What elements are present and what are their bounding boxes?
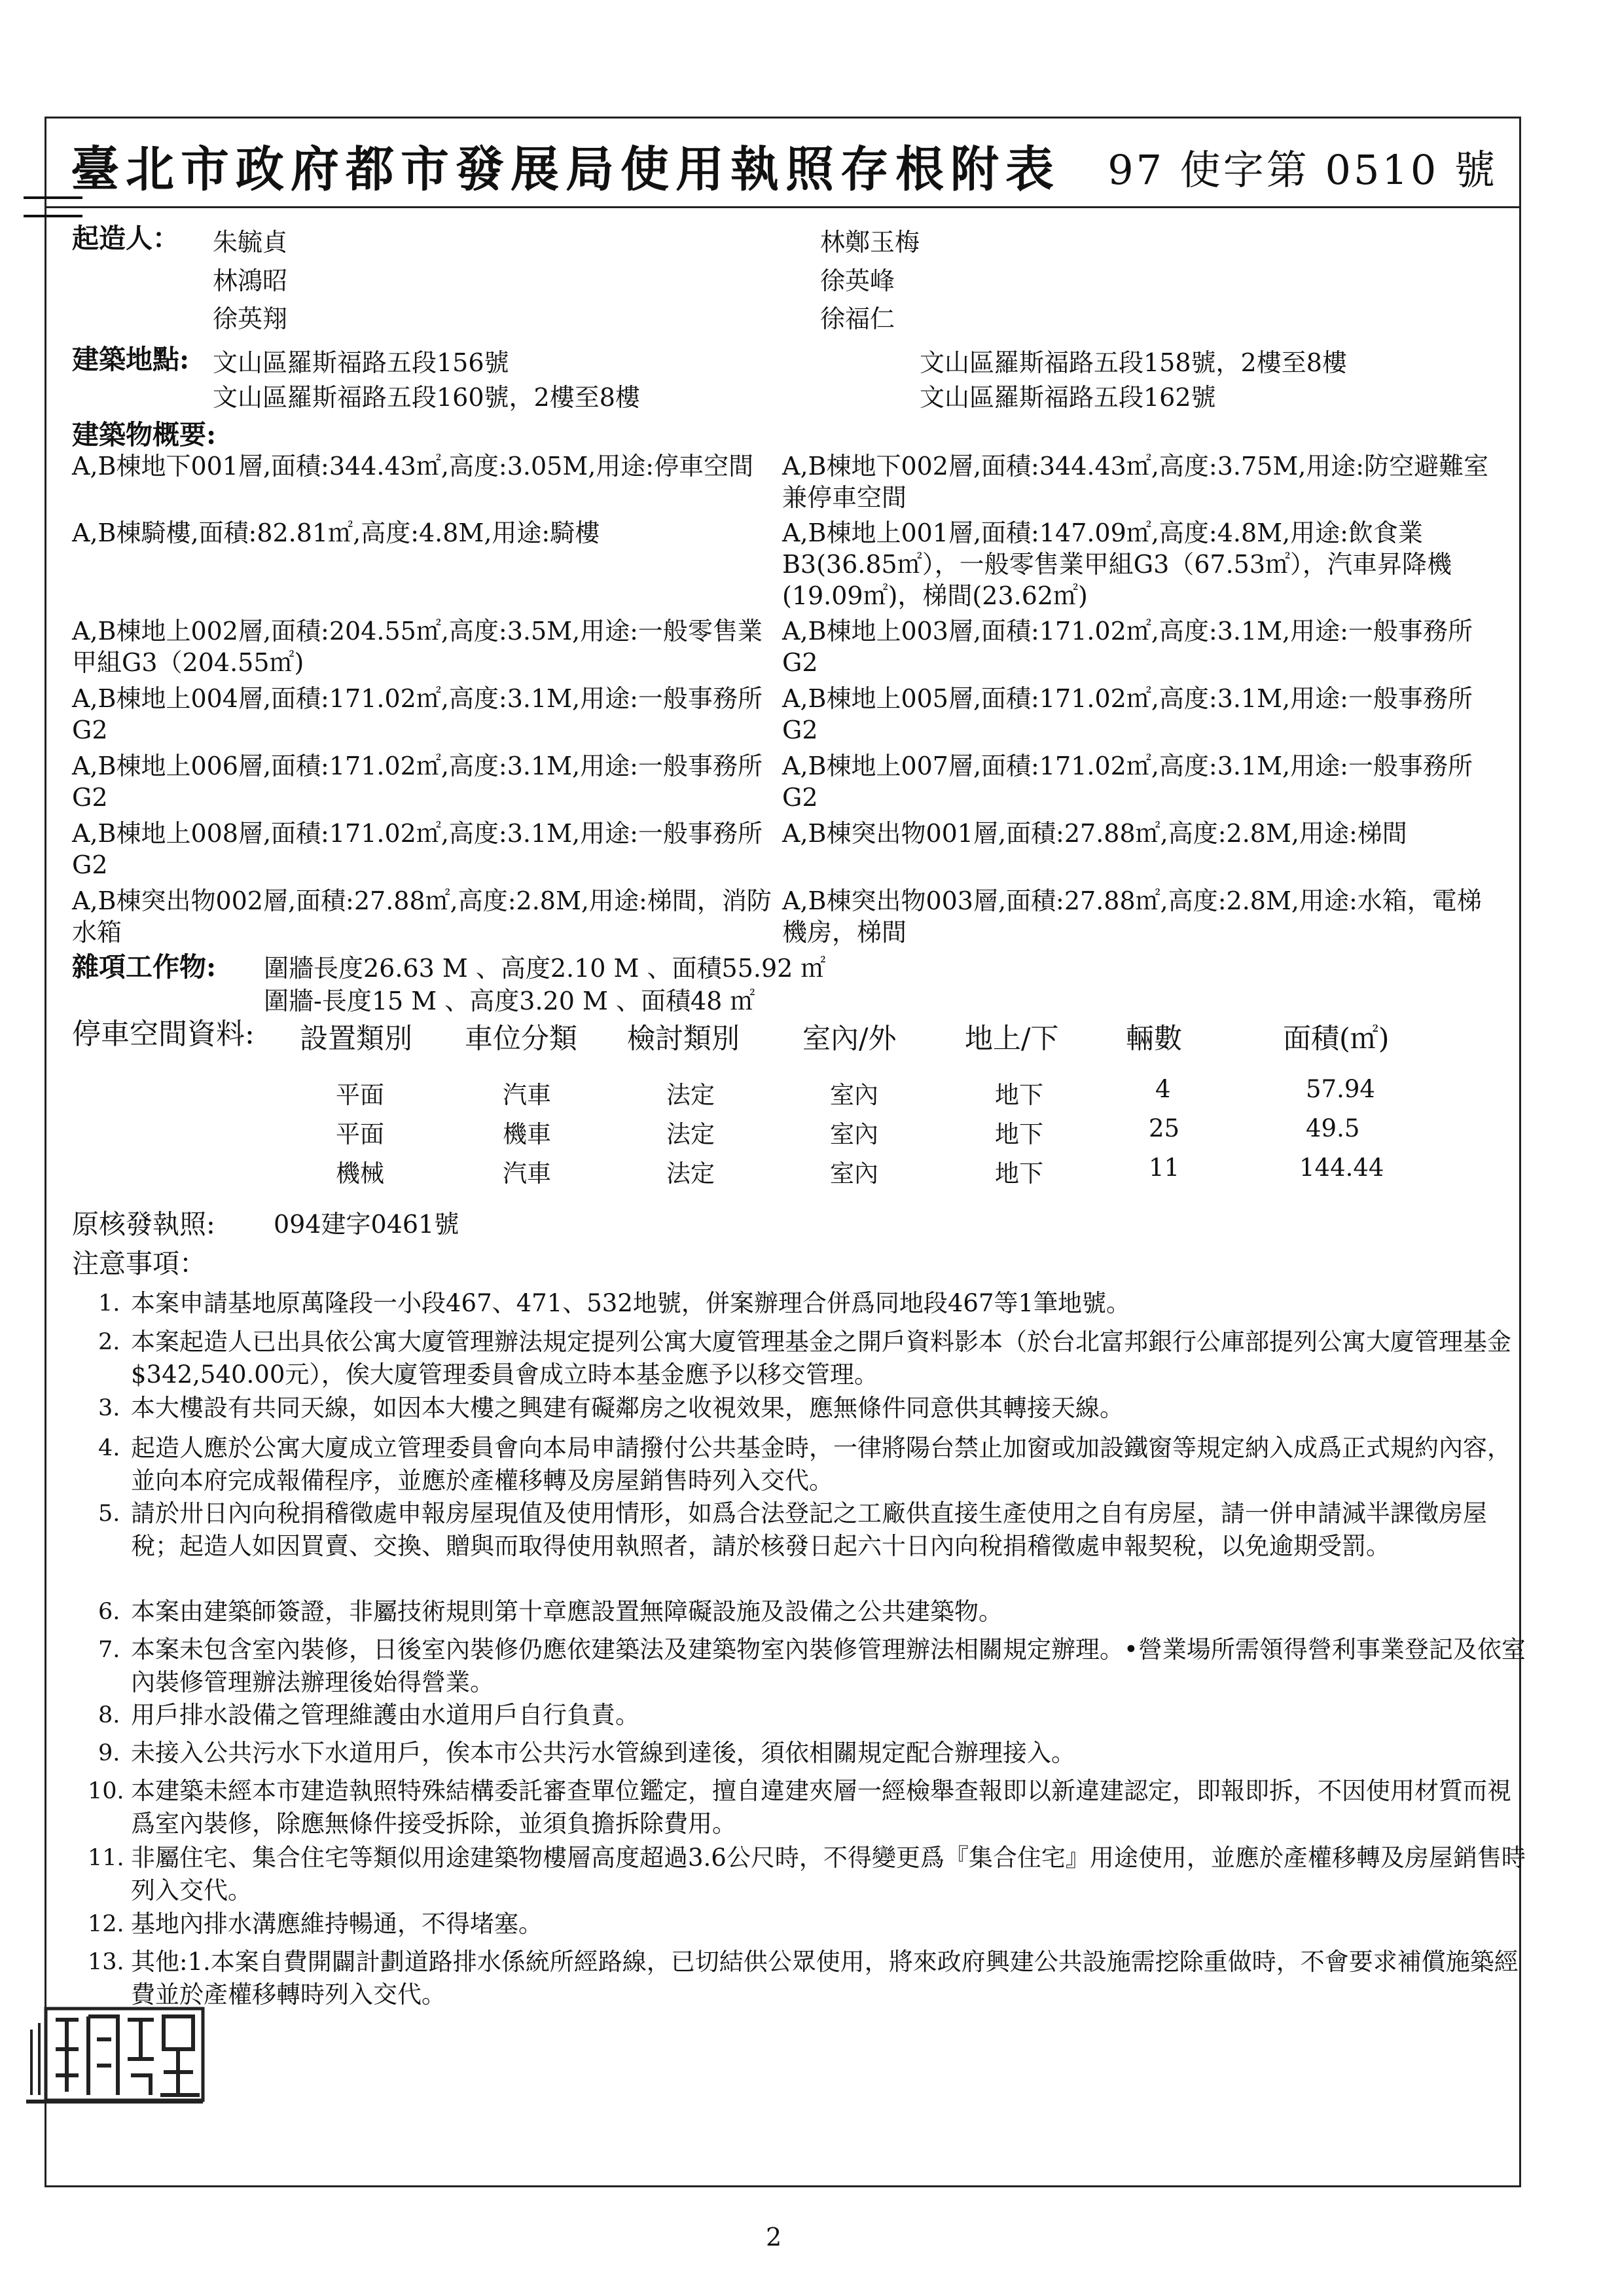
table-cell: 地下 xyxy=(995,1159,1043,1188)
building-item: A,B棟突出物002層,面積:27.88㎡,高度:2.8M,用途:梯間，消防水箱 xyxy=(72,886,772,947)
table-cell: 144.44 xyxy=(1299,1154,1384,1182)
building-item: A,B棟地上005層,面積:171.02㎡,高度:3.1M,用途:一般事務所G2 xyxy=(782,684,1473,744)
table-cell: 地下 xyxy=(995,1120,1043,1148)
table-cell: 49.5 xyxy=(1306,1114,1360,1142)
margin-mark xyxy=(24,196,82,217)
table-cell: 機車 xyxy=(503,1120,551,1148)
note-item: 4. 起造人應於公寓大廈成立管理委員會向本局申請撥付公共基金時，一律將陽台禁止加窗或加設鐵窗等規定納入成爲正式規約內容，並向本府完成報備程序，並應於產權移轉及房屋銷售時列入交代。 xyxy=(98,1434,1511,1495)
note-item: 8. 用戶排水設備之管理維護由水道用戶自行負責。 xyxy=(98,1701,639,1729)
site-address: 文山區羅斯福路五段158號，2樓至8樓 xyxy=(920,348,1347,377)
parking-header: 檢討類別 xyxy=(627,1023,740,1055)
table-cell: 平面 xyxy=(336,1120,384,1148)
site-address: 文山區羅斯福路五段156號 xyxy=(213,348,509,377)
table-cell: 室內 xyxy=(830,1081,878,1109)
official-seal-icon xyxy=(20,2003,209,2108)
table-cell: 地下 xyxy=(995,1081,1043,1109)
building-item: A,B棟騎樓,面積:82.81㎡,高度:4.8M,用途:騎樓 xyxy=(72,519,600,547)
parking-header: 面積(㎡) xyxy=(1283,1023,1390,1055)
notes-label: 注意事項： xyxy=(72,1248,206,1279)
note-item: 1. 本案申請基地原萬隆段一小段467、471、532地號，併案辦理合併爲同地段467等1筆地號。 xyxy=(98,1289,1131,1317)
building-item: A,B棟突出物001層,面積:27.88㎡,高度:2.8M,用途:梯間 xyxy=(782,819,1407,848)
parking-label: 停車空間資料: xyxy=(72,1017,255,1051)
building-item: A,B棟地上003層,面積:171.02㎡,高度:3.1M,用途:一般事務所G2 xyxy=(782,617,1473,677)
title-bar xyxy=(45,117,1521,208)
table-cell: 11 xyxy=(1149,1154,1180,1182)
site-label: 建築地點: xyxy=(72,344,190,375)
applicant-name: 林鴻昭 xyxy=(213,266,288,295)
note-item: 5. 請於卅日內向稅捐稽徵處申報房屋現值及使用情形，如爲合法登記之工廠供直接生產使用之自有房屋，請一併申請減半課徵房屋稅；起造人如因買賣、交換、贈與而取得使用執照者，請於核發日起六十日內向稅捐稽徵處申報契稅，以免逾期受罰。 xyxy=(98,1499,1487,1560)
applicant-name: 朱毓貞 xyxy=(213,228,288,257)
page-number: 2 xyxy=(766,2223,782,2251)
building-item: A,B棟地上008層,面積:171.02㎡,高度:3.1M,用途:一般事務所G2 xyxy=(72,819,763,879)
building-item: A,B棟地上006層,面積:171.02㎡,高度:3.1M,用途:一般事務所G2 xyxy=(72,752,763,812)
table-cell: 汽車 xyxy=(503,1159,551,1188)
applicant-name: 徐英翔 xyxy=(213,304,288,333)
table-cell: 室內 xyxy=(830,1159,878,1188)
building-label: 建築物概要: xyxy=(72,419,217,450)
table-cell: 25 xyxy=(1149,1114,1180,1142)
parking-header: 設置類別 xyxy=(300,1023,412,1055)
applicant-name: 林鄭玉梅 xyxy=(820,228,920,257)
building-item: A,B棟地上002層,面積:204.55㎡,高度:3.5M,用途:一般零售業甲組G3（204.55㎡) xyxy=(72,617,763,677)
building-item: A,B棟地下002層,面積:344.43㎡,高度:3.75M,用途:防空避難室兼停車空間 xyxy=(782,452,1489,512)
permit-number: 97 使字第 0510 號 xyxy=(1107,146,1498,194)
note-item: 13. 其他:1.本案自費開闢計劃道路排水係統所經路線，已切結供公眾使用，將來政府興建公共設施需挖除重做時，不會要求補償施築經費並於產權移轉時列入交代。 xyxy=(88,1948,1519,2009)
site-address: 文山區羅斯福路五段160號，2樓至8樓 xyxy=(213,383,640,412)
table-cell: 法定 xyxy=(666,1159,715,1188)
note-item: 7. 本案未包含室內裝修，日後室內裝修仍應依建築法及建築物室內裝修管理辦法相關規定辦理。•營業場所需領得營利事業登記及依室內裝修管理辦法辦理後始得營業。 xyxy=(98,1635,1526,1696)
site-address: 文山區羅斯福路五段162號 xyxy=(920,383,1216,412)
note-item: 10. 本建築未經本市建造執照特殊結構委託審查單位鑑定，擅自違建夾層一經檢舉查報即以新違建認定，即報即拆，不因使用材質而視爲室內裝修，除應無條件接受拆除，並須負擔拆除費用。 xyxy=(88,1777,1511,1838)
table-cell: 機械 xyxy=(336,1159,384,1188)
building-item: A,B棟地上001層,面積:147.09㎡,高度:4.8M,用途:飲食業B3(36.85㎡），一般零售業甲組G3（67.53㎡），汽車昇降機(19.09㎡)，梯間(23.62㎡) xyxy=(782,519,1452,610)
building-item: A,B棟地上007層,面積:171.02㎡,高度:3.1M,用途:一般事務所G2 xyxy=(782,752,1473,812)
building-item: A,B棟突出物003層,面積:27.88㎡,高度:2.8M,用途:水箱，電梯機房，梯間 xyxy=(782,886,1482,947)
note-item: 6. 本案由建築師簽證，非屬技術規則第十章應設置無障礙設施及設備之公共建築物。 xyxy=(98,1597,1003,1626)
applicant-name: 徐英峰 xyxy=(820,266,895,295)
parking-header: 室內/外 xyxy=(802,1023,897,1055)
table-cell: 法定 xyxy=(666,1120,715,1148)
parking-header: 車位分類 xyxy=(465,1023,577,1055)
page-title: 臺北市政府都市發展局使用執照存根附表 xyxy=(71,141,1060,198)
parking-header: 地上/下 xyxy=(965,1023,1059,1055)
building-item: A,B棟地下001層,面積:344.43㎡,高度:3.05M,用途:停車空間 xyxy=(72,452,754,481)
table-cell: 57.94 xyxy=(1306,1075,1375,1103)
parking-header: 輛數 xyxy=(1126,1023,1182,1055)
note-item: 12. 基地內排水溝應維持暢通，不得堵塞。 xyxy=(88,1910,543,1938)
misc-works-label: 雜項工作物: xyxy=(72,951,217,983)
table-cell: 汽車 xyxy=(503,1081,551,1109)
misc-work-line: 圍牆長度26.63 M 、高度2.10 M 、面積55.92 ㎡ xyxy=(264,954,826,983)
table-cell: 平面 xyxy=(336,1081,384,1109)
applicants-label: 起造人： xyxy=(72,223,179,254)
misc-work-line: 圍牆-長度15 M 、高度3.20 M 、面積48 ㎡ xyxy=(264,987,755,1015)
table-cell: 室內 xyxy=(830,1120,878,1148)
note-item: 9. 未接入公共污水下水道用戶，俟本市公共污水管線到達後，須依相關規定配合辦理接入。 xyxy=(98,1739,1075,1767)
note-item: 2. 本案起造人已出具依公寓大廈管理辦法規定提列公寓大廈管理基金之開戶資料影本（於台北富邦銀行公庫部提列公寓大廈管理基金$342,540.00元），俟大廈管理委員會成立時本基金應予以移交管理。 xyxy=(98,1328,1511,1389)
table-cell: 4 xyxy=(1155,1075,1171,1103)
building-item: A,B棟地上004層,面積:171.02㎡,高度:3.1M,用途:一般事務所G2 xyxy=(72,684,763,744)
original-permit-value: 094建字0461號 xyxy=(274,1210,459,1239)
original-permit-label: 原核發執照: xyxy=(72,1209,215,1240)
note-item: 11. 非屬住宅、集合住宅等類似用途建築物樓層高度超過3.6公尺時，不得變更爲『集合住宅』用途使用，並應於產權移轉及房屋銷售時列入交代。 xyxy=(88,1844,1526,1904)
applicant-name: 徐福仁 xyxy=(820,304,895,333)
table-cell: 法定 xyxy=(666,1081,715,1109)
note-item: 3. 本大樓設有共同天線，如因本大樓之興建有礙鄰房之收視效果，應無條件同意供其轉接天線。 xyxy=(98,1394,1124,1422)
